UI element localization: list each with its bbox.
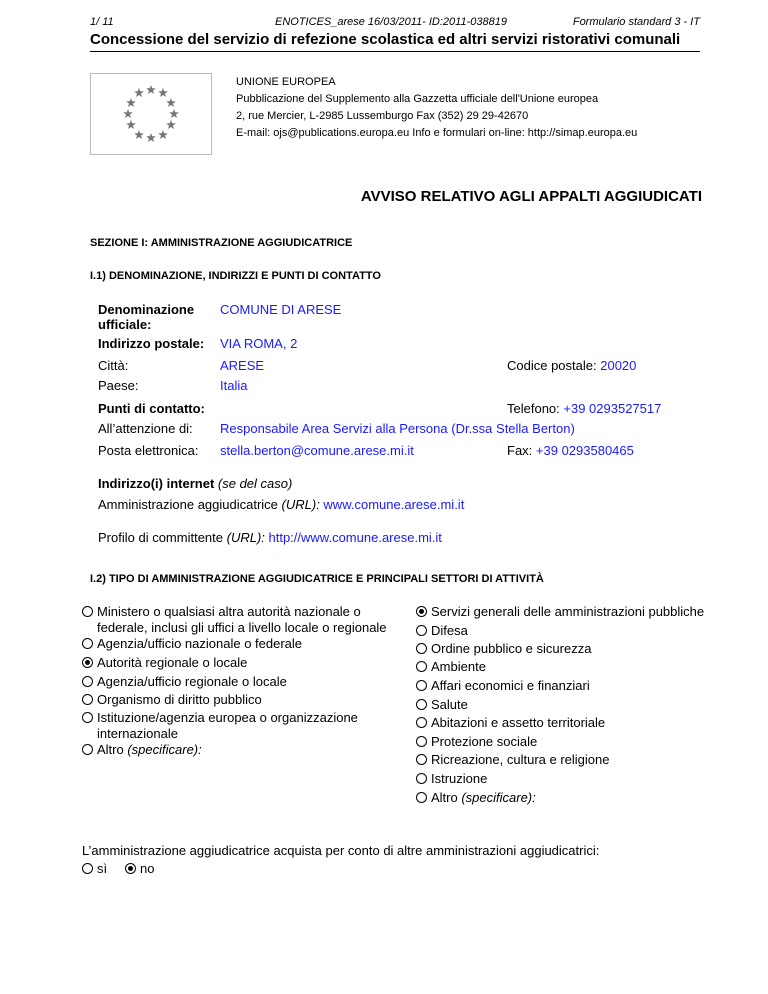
amm-url-label: (URL):: [281, 497, 324, 512]
radio-circle-icon: [416, 773, 427, 784]
radio-circle-icon: [82, 744, 93, 755]
radio-circle-icon: [416, 643, 427, 654]
prof-url-label: (URL):: [226, 530, 269, 545]
radio-circle-icon: [416, 717, 427, 728]
internet-label: Indirizzo(i) internet: [98, 476, 215, 491]
prof-label: Profilo di committente: [98, 530, 227, 545]
fax-label: Fax:: [507, 443, 536, 458]
radio-label: Protezione sociale: [431, 734, 538, 749]
prof-url-link[interactable]: http://www.comune.arese.mi.it: [268, 530, 442, 545]
eu-publication-info: [236, 74, 637, 142]
telefono: [507, 401, 661, 416]
radio-label-2: federale, inclusi gli uffici a livello locale o regionale: [97, 620, 387, 635]
radio-circle-icon: [82, 606, 93, 617]
amministrazione-url-row: [98, 497, 464, 512]
internet-heading: [98, 476, 292, 491]
radio-circle-icon: [416, 699, 427, 710]
telefono-value: +39 0293527517: [563, 401, 662, 416]
radio-label: Affari economici e finanziari: [431, 678, 590, 693]
radio-circle-icon: [416, 736, 427, 747]
radio-affari-economici[interactable]: [416, 678, 590, 694]
radio-circle-icon: [82, 712, 93, 723]
radio-label: Agenzia/ufficio nazionale o federale: [97, 636, 303, 651]
citta-value: ARESE: [220, 358, 265, 373]
radio-altro-admin[interactable]: [82, 742, 202, 758]
radio-circle-icon: [82, 694, 93, 705]
amm-url-link[interactable]: www.comune.arese.mi.it: [323, 497, 465, 512]
radio-label: Difesa: [431, 623, 468, 638]
radio-label: Organismo di diritto pubblico: [97, 692, 262, 707]
radio-selected-icon: [416, 606, 427, 617]
radio-ricreazione[interactable]: [416, 752, 609, 768]
radio-abitazioni[interactable]: [416, 715, 605, 731]
radio-label: Altro: [97, 742, 128, 757]
amm-label: Amministrazione aggiudicatrice: [98, 497, 282, 512]
radio-label: sì: [97, 861, 108, 876]
radio-note: (specificare):: [461, 790, 536, 805]
codice-postale: [507, 358, 636, 373]
cap-value: 20020: [600, 358, 637, 373]
section-1-2-title: I.2) TIPO DI AMMINISTRAZIONE AGGIUDICATRICE E PRINCIPALI SETTORI DI ATTIVITÀ: [90, 573, 544, 585]
radio-circle-icon: [82, 863, 93, 874]
page-number: 1/ 11: [90, 16, 114, 28]
radio-circle-icon: [416, 625, 427, 636]
radio-autorita-regionale[interactable]: [82, 655, 247, 671]
indirizzo-value: VIA ROMA, 2: [220, 336, 298, 351]
radio-selected-icon: [125, 863, 136, 874]
denominazione-label: Denominazione: [98, 302, 195, 317]
radio-note: (specificare):: [127, 742, 202, 757]
section-1-1-title: I.1) DENOMINAZIONE, INDIRIZZI E PUNTI DI CONTATTO: [90, 270, 381, 282]
radio-selected-icon: [82, 657, 93, 668]
eu-line-4: E-mail: ojs@publications.europa.eu Info e formulari on-line: http://simap.europa.eu: [236, 127, 638, 139]
radio-label: Istruzione: [431, 771, 488, 786]
eu-line-1: UNIONE EUROPEA: [236, 76, 336, 88]
radio-ambiente[interactable]: [416, 659, 486, 675]
eu-flag-icon: [90, 73, 212, 155]
radio-istituzione-europea[interactable]: [82, 710, 358, 742]
radio-label-2: internazionale: [97, 726, 178, 741]
radio-si[interactable]: [82, 861, 107, 877]
radio-label: Ordine pubblico e sicurezza: [431, 641, 592, 656]
radio-altro-settore[interactable]: [416, 790, 536, 806]
radio-label: no: [140, 861, 155, 876]
radio-label: Agenzia/ufficio regionale o locale: [97, 674, 287, 689]
radio-label: Ricreazione, cultura e religione: [431, 752, 610, 767]
notice-title: AVVISO RELATIVO AGLI APPALTI AGGIUDICATI: [360, 188, 702, 205]
radio-label: Salute: [431, 697, 468, 712]
attenzione-value: Responsabile Area Servizi alla Persona (Dr.ssa Stella Berton): [220, 421, 575, 436]
cap-label: Codice postale:: [507, 358, 601, 373]
radio-organismo-diritto-pubblico[interactable]: [82, 692, 262, 708]
radio-circle-icon: [416, 792, 427, 803]
paese-value: Italia: [220, 378, 248, 393]
radio-circle-icon: [82, 676, 93, 687]
radio-no[interactable]: [125, 861, 154, 877]
denominazione-label-2: ufficiale:: [98, 317, 152, 332]
notice-id: ENOTICES_arese 16/03/2011- ID:2011-038819: [275, 16, 507, 28]
punti-contatto-label: Punti di contatto:: [98, 401, 205, 416]
radio-label: Altro: [431, 790, 462, 805]
radio-circle-icon: [82, 638, 93, 649]
radio-agenzia-regionale[interactable]: [82, 674, 287, 690]
page-header: [90, 16, 700, 30]
posta-label: Posta elettronica:: [98, 443, 199, 458]
radio-label: Autorità regionale o locale: [97, 655, 248, 670]
citta-label: Città:: [98, 358, 129, 373]
radio-ministero[interactable]: [82, 604, 387, 636]
radio-label: Ambiente: [431, 659, 486, 674]
fax-value: +39 0293580465: [535, 443, 634, 458]
radio-servizi-generali[interactable]: [416, 604, 704, 620]
denominazione-value: COMUNE DI ARESE: [220, 302, 342, 317]
internet-note: (se del caso): [214, 476, 293, 491]
eu-line-3: 2, rue Mercier, L-2985 Lussemburgo Fax (352) 29 29-42670: [236, 110, 529, 122]
paese-label: Paese:: [98, 378, 139, 393]
radio-label: Istituzione/agenzia europea o organizzazione: [97, 710, 358, 725]
telefono-label: Telefono:: [507, 401, 564, 416]
radio-label: Ministero o qualsiasi altra autorità nazionale o: [97, 604, 361, 619]
radio-circle-icon: [416, 661, 427, 672]
radio-circle-icon: [416, 680, 427, 691]
eu-line-2: Pubblicazione del Supplemento alla Gazzetta ufficiale dell'Unione europea: [236, 93, 599, 105]
radio-circle-icon: [416, 754, 427, 765]
fax: [507, 443, 634, 458]
section-1-title: SEZIONE I: AMMINISTRAZIONE AGGIUDICATRICE: [90, 237, 353, 249]
radio-label: Abitazioni e assetto territoriale: [431, 715, 606, 730]
document-title: Concessione del servizio di refezione scolastica ed altri servizi ristorativi comunali: [90, 31, 700, 52]
radio-protezione-sociale[interactable]: [416, 734, 537, 750]
radio-difesa[interactable]: [416, 623, 468, 639]
radio-agenzia-nazionale[interactable]: [82, 636, 302, 652]
attenzione-label: All’attenzione di:: [98, 421, 193, 436]
radio-label: Servizi generali delle amministrazioni pubbliche: [431, 604, 705, 619]
radio-istruzione[interactable]: [416, 771, 487, 787]
profilo-url-row: [98, 530, 442, 545]
posta-value[interactable]: stella.berton@comune.arese.mi.it: [220, 443, 414, 458]
radio-ordine-pubblico[interactable]: [416, 641, 591, 657]
indirizzo-label: Indirizzo postale:: [98, 336, 205, 351]
acquista-question: L’amministrazione aggiudicatrice acquista per conto di altre amministrazioni aggiudicatrici:: [82, 843, 600, 858]
form-type: Formulario standard 3 - IT: [572, 16, 700, 28]
radio-salute[interactable]: [416, 697, 468, 713]
